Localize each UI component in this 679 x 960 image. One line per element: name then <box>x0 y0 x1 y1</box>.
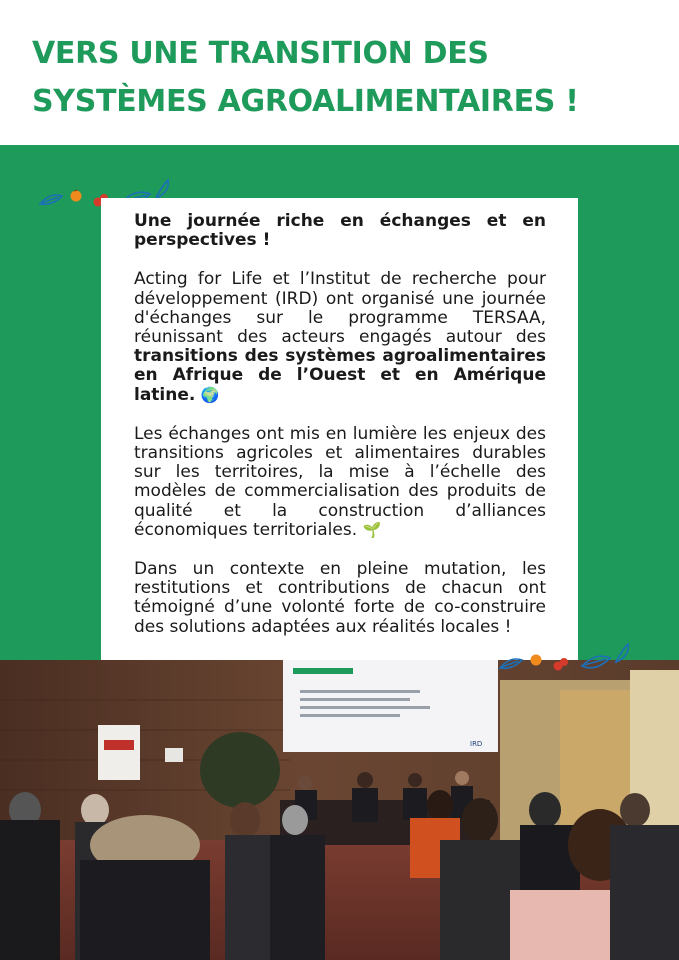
paragraph-1 <box>134 270 546 404</box>
conference-photo <box>0 660 679 960</box>
paragraph-1-text: Acting for Life et l’Institut de recherche pour développement (IRD) ont organisé une journée d'échanges sur le programme TERSAA, réunissant des acteurs engagés autour des <box>134 269 546 348</box>
title-line-1: VERS UNE TRANSITION DES <box>32 36 489 71</box>
screen-logo-ird: IRD <box>470 740 483 748</box>
paragraph-2 <box>134 425 546 540</box>
globe-icon: 🌍 <box>200 385 220 404</box>
paragraph-2-text: Les échanges ont mis en lumière les enjeux des transitions agricoles et alimentaires durables sur les territoires, la mise à l’échelle des modèles de commercialisation des produits de qualité et la construction d’alliances économiques territoriales. <box>134 423 546 540</box>
title-line-2: SYSTÈMES AGROALIMENTAIRES ! <box>32 84 579 119</box>
text-card <box>101 198 578 662</box>
page-title <box>32 30 579 126</box>
conference-photo-image <box>0 660 679 960</box>
card-heading: Une journée riche en échanges et en perspectives ! <box>134 211 546 251</box>
paragraph-3: Dans un contexte en pleine mutation, les restitutions et contributions de chacun ont témoigné d’une volonté forte de co-construire des solutions adaptées aux réalités locales ! <box>134 559 546 637</box>
leaves-decoration-bottom-icon <box>496 640 636 676</box>
paragraph-1-bold: transitions des systèmes agroalimentaires en Afrique de l’Ouest et en Amérique latine. <box>134 346 546 405</box>
seedling-icon: 🌱 <box>362 520 382 539</box>
